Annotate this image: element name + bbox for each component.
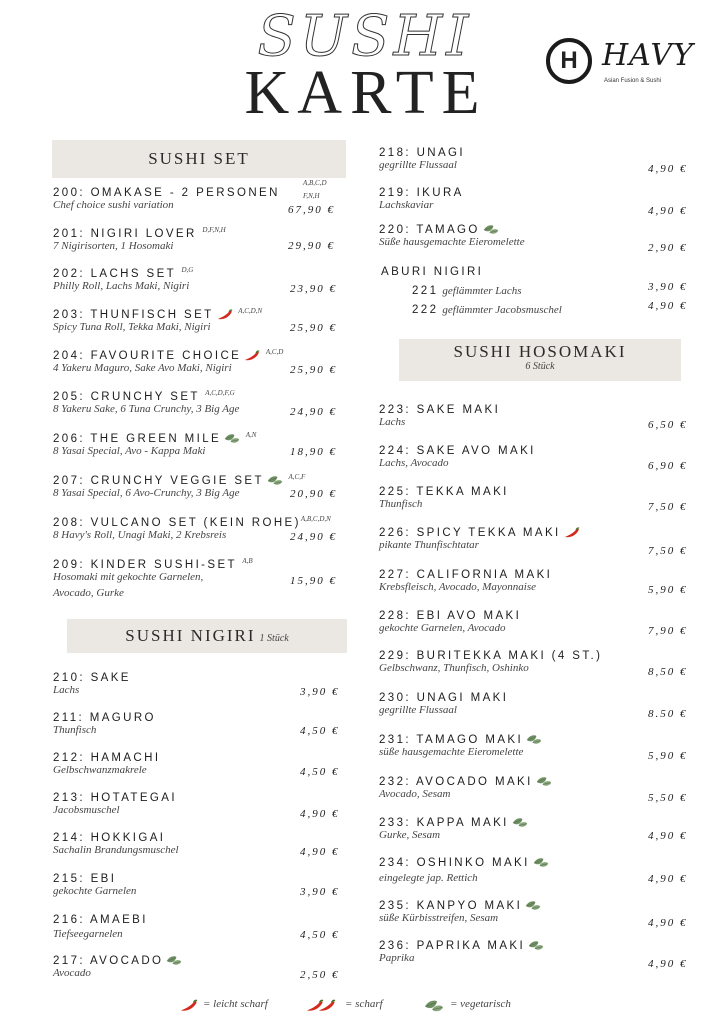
item-desc: Lachs, Avocado: [379, 457, 449, 469]
item-desc: 7 Nigirisorten, 1 Hosomaki: [53, 239, 174, 252]
menu-item-211: [53, 712, 156, 736]
restaurant-logo: [546, 38, 696, 90]
item-allergen: F,N,H: [303, 192, 320, 200]
item-desc: Avocado: [53, 967, 91, 980]
item-price: 7,50 €: [648, 501, 688, 513]
item-allergen: A,N: [245, 431, 257, 439]
item-desc: 4 Yakeru Maguro, Sake Avo Maki, Nigiri: [53, 361, 232, 374]
item-price: 5,50 €: [648, 792, 688, 804]
legend-hot: = scharf: [345, 998, 383, 1010]
logo-tagline: Asian Fusion & Sushi: [604, 78, 662, 84]
item-desc: gegrillte Flussaal: [379, 704, 457, 716]
item-desc: Süße hausgemachte Eieromelette: [379, 236, 525, 249]
item-name: 226: SPICY TEKKA MAKI: [379, 527, 561, 540]
item-price: 3,90 €: [300, 886, 340, 898]
item-desc: Avocado, Sesam: [379, 788, 451, 801]
item-desc: Paprika: [379, 952, 415, 965]
leaf-icon: [424, 999, 444, 1014]
menu-item-201: [53, 226, 226, 252]
item-name: 218: UNAGI: [379, 147, 465, 159]
item-name: 229: BURITEKKA MAKI (4 ST.): [379, 650, 603, 662]
item-name: 236: PAPRIKA MAKI: [379, 940, 526, 953]
menu-item-202: [53, 266, 193, 292]
item-name: 232: AVOCADO MAKI: [379, 776, 533, 789]
section-title-sushi-set: SUSHI SET: [148, 149, 250, 168]
leaf-icon: [528, 940, 544, 952]
menu-item-230: [379, 692, 508, 716]
chili-icon: [217, 309, 233, 321]
item-price: 4,50 €: [300, 725, 340, 737]
menu-item-216: [53, 914, 148, 940]
menu-item-226: [379, 527, 580, 551]
chili-icon: [564, 527, 580, 539]
item-name: 213: HOTATEGAI: [53, 792, 177, 804]
item-price: 7,90 €: [648, 625, 688, 637]
menu-item-222: [412, 300, 562, 318]
item-desc: Philly Roll, Lachs Maki, Nigiri: [53, 279, 190, 292]
leaf-icon: [512, 817, 528, 829]
item-desc: Gurke, Sesam: [379, 829, 441, 842]
item-name: 214: HOKKIGAI: [53, 832, 166, 844]
chili-icon: [180, 999, 198, 1013]
menu-item-231: [379, 734, 542, 758]
item-name: 207: CRUNCHY VEGGIE SET: [53, 474, 264, 487]
header-script-title: SUSHI: [257, 4, 473, 69]
menu-item-212: [53, 752, 160, 776]
section-sub-sushi-hosomaki: 6 Stück: [525, 361, 555, 372]
menu-item-229: [379, 650, 602, 674]
item-name: 210: SAKE: [53, 672, 131, 684]
item-name: 203: THUNFISCH SET: [53, 308, 214, 321]
item-price: 25,90 €: [290, 364, 337, 376]
item-price: 67,90 €: [288, 204, 335, 216]
item-name: 205: CRUNCHY SET: [53, 390, 200, 403]
logo-badge: H: [546, 38, 592, 84]
item-name: 202: LACHS SET: [53, 267, 176, 280]
item-name: 233: KAPPA MAKI: [379, 817, 509, 830]
item-price: 4,90 €: [648, 163, 688, 175]
item-desc: gekochte Garnelen: [53, 885, 137, 897]
item-desc: Lachskaviar: [379, 199, 434, 211]
item-allergen: A,C,D: [265, 348, 284, 356]
menu-item-235: [379, 900, 541, 924]
item-desc: süße Kürbisstreifen, Sesam: [379, 912, 499, 925]
item-price: 5,90 €: [648, 584, 688, 596]
item-desc: pikante Thunfischtatar: [379, 539, 479, 552]
item-name: 231: TAMAGO MAKI: [379, 734, 524, 747]
item-desc: eingelegte jap. Rettich: [379, 872, 478, 885]
item-desc: Sachalin Brandungsmuschel: [53, 844, 179, 856]
item-desc: Hosomaki mit gekochte Garnelen,: [53, 570, 204, 583]
menu-item-220: [379, 224, 525, 248]
item-name: 201: NIGIRI LOVER: [53, 227, 197, 240]
item-price: 2,90 €: [648, 242, 688, 254]
item-desc: Spicy Tuna Roll, Tekka Maki, Nigiri: [53, 320, 211, 333]
menu-item-221: [412, 281, 522, 299]
item-name: 209: KINDER SUSHI-SET: [53, 558, 237, 571]
item-price: 18,90 €: [290, 446, 337, 458]
item-name: 235: KANPYO MAKI: [379, 900, 523, 913]
item-desc: Gelbschwanzmakrele: [53, 764, 147, 776]
leaf-icon: [224, 433, 240, 445]
section-banner-sushi-set: [52, 140, 346, 178]
item-desc: Lachs: [53, 684, 80, 696]
item-desc: 8 Yasai Special, Avo - Kappa Maki: [53, 444, 206, 457]
item-desc: Thunfisch: [53, 724, 97, 736]
item-desc: geflämmter Jacobsmuschel: [442, 304, 562, 316]
item-price: 20,90 €: [290, 488, 337, 500]
item-price: 4,90 €: [648, 300, 688, 312]
item-desc: gegrillte Flussaal: [379, 159, 457, 171]
menu-item-203: [53, 307, 262, 333]
item-price: 15,90 €: [290, 575, 337, 587]
section-banner-sushi-hosomaki: [399, 339, 681, 381]
item-name: 211: MAGURO: [53, 712, 156, 724]
item-desc: 8 Yasai Special, 6 Avo-Crunchy, 3 Big Age: [53, 486, 240, 499]
item-desc: Chef choice sushi variation: [53, 199, 174, 211]
menu-item-234: [379, 857, 549, 884]
item-number: 221: [412, 285, 439, 297]
menu-item-217: [53, 955, 182, 979]
section-title-sushi-hosomaki: SUSHI HOSOMAKI: [453, 342, 627, 361]
logo-word: HAVY: [602, 38, 694, 73]
legend-veg: = vegetarisch: [450, 998, 511, 1010]
item-price: 8,50 €: [648, 666, 688, 678]
menu-item-209: [53, 557, 253, 599]
item-number: 222: [412, 304, 439, 316]
item-name: 223: SAKE MAKI: [379, 404, 501, 416]
item-price: 4,90 €: [300, 846, 340, 858]
item-desc: Krebsfleisch, Avocado, Mayonnaise: [379, 581, 537, 593]
item-name: 216: AMAEBI: [53, 914, 148, 926]
chili-icon: [318, 999, 336, 1013]
menu-item-233: [379, 817, 528, 841]
item-name: 212: HAMACHI: [53, 752, 161, 764]
item-desc: Tiefseegarnelen: [53, 928, 123, 940]
menu-item-215: [53, 873, 136, 897]
item-desc: gekochte Garnelen, Avocado: [379, 622, 506, 634]
menu-item-204: [53, 348, 283, 374]
leaf-icon: [533, 857, 549, 869]
item-price: 23,90 €: [290, 283, 337, 295]
leaf-icon: [483, 224, 499, 236]
item-allergen: A,C,D,N: [238, 307, 263, 315]
item-price: 8.50 €: [648, 708, 688, 720]
item-name: 206: THE GREEN MILE: [53, 432, 222, 445]
item-name: 227: CALIFORNIA MAKI: [379, 569, 553, 581]
item-price: 4,50 €: [300, 766, 340, 778]
item-name: 220: TAMAGO: [379, 224, 480, 237]
menu-item-214: [53, 832, 179, 856]
item-desc: Thunfisch: [379, 498, 423, 510]
item-desc: süße hausgemachte Eieromelette: [379, 746, 524, 759]
item-price: 4,50 €: [300, 929, 340, 941]
item-price: 3,90 €: [300, 686, 340, 698]
item-desc-2: Avocado, Gurke: [53, 586, 124, 599]
item-allergen: A,C,F: [288, 473, 306, 481]
item-price: 25,90 €: [290, 322, 337, 334]
item-price: 24,90 €: [290, 406, 337, 418]
menu-item-205: [53, 389, 239, 415]
item-price: 3,90 €: [648, 281, 688, 293]
menu-item-227: [379, 569, 552, 593]
leaf-icon: [166, 955, 182, 967]
item-name: 228: EBI AVO MAKI: [379, 610, 522, 622]
item-desc: Jacobsmuschel: [53, 804, 120, 816]
item-price: 7,50 €: [648, 545, 688, 557]
menu-item-210: [53, 672, 131, 696]
section-title-sushi-nigiri: SUSHI NIGIRI: [125, 626, 256, 645]
item-allergen: A,B,C,D: [303, 179, 327, 187]
item-desc: Lachs: [379, 416, 406, 428]
menu-item-200: [53, 187, 280, 211]
leaf-icon: [525, 900, 541, 912]
item-price: 4,90 €: [648, 873, 688, 885]
menu-item-213: [53, 792, 177, 816]
item-allergen: A,B: [242, 557, 253, 565]
menu-item-224: [379, 445, 536, 469]
item-price: 6,50 €: [648, 419, 688, 431]
item-name: 234: OSHINKO MAKI: [379, 857, 530, 870]
menu-item-236: [379, 940, 544, 964]
item-price: 5,90 €: [648, 750, 688, 762]
item-price: 4,90 €: [648, 917, 688, 929]
item-allergen: A,B,C,D,N: [300, 515, 331, 523]
menu-item-219: [379, 187, 464, 211]
legend-mild: = leicht scharf: [203, 998, 268, 1010]
item-name: 230: UNAGI MAKI: [379, 692, 509, 704]
item-desc: geflämmter Lachs: [442, 285, 522, 297]
item-price: 29,90 €: [288, 240, 335, 252]
menu-item-206: [53, 431, 256, 457]
section-banner-sushi-nigiri: [67, 619, 347, 653]
item-allergen: D,G: [181, 266, 194, 274]
menu-item-223: [379, 404, 500, 428]
chili-icon: [244, 350, 260, 362]
item-desc: 8 Yakeru Sake, 6 Tuna Crunchy, 3 Big Age: [53, 402, 240, 415]
section-title-aburi-nigiri: ABURI NIGIRI: [381, 266, 484, 278]
item-name: 204: FAVOURITE CHOICE: [53, 349, 242, 362]
item-name: 217: AVOCADO: [53, 955, 164, 968]
section-sub-sushi-nigiri: 1 Stück: [259, 633, 289, 644]
item-name: 208: VULCANO SET (KEIN ROHE): [53, 516, 301, 529]
menu-item-225: [379, 486, 509, 510]
menu-item-228: [379, 610, 521, 634]
item-name: 224: SAKE AVO MAKI: [379, 445, 536, 457]
item-price: 24,90 €: [290, 531, 337, 543]
item-price: 6,90 €: [648, 460, 688, 472]
leaf-icon: [526, 734, 542, 746]
item-price: 4,90 €: [300, 808, 340, 820]
item-price: 4,90 €: [648, 830, 688, 842]
item-price: 4,90 €: [648, 205, 688, 217]
item-desc: Gelbschwanz, Thunfisch, Oshinko: [379, 662, 529, 674]
item-allergen: A,C,D,F,G: [205, 389, 235, 397]
menu-item-218: [379, 147, 465, 171]
item-desc: 8 Havy's Roll, Unagi Maki, 2 Krebsreis: [53, 528, 227, 541]
item-price: 4,90 €: [648, 958, 688, 970]
menu-item-207: [53, 473, 305, 499]
item-name: 200: OMAKASE - 2 PERSONEN: [53, 187, 280, 199]
item-name: 225: TEKKA MAKI: [379, 486, 509, 498]
item-name: 215: EBI: [53, 873, 117, 885]
menu-item-232: [379, 776, 552, 800]
item-allergen: D,F,N,H: [202, 226, 226, 234]
leaf-icon: [267, 475, 283, 487]
leaf-icon: [536, 776, 552, 788]
item-price: 2,50 €: [300, 969, 340, 981]
item-name: 219: IKURA: [379, 187, 464, 199]
header-title: KARTE: [244, 59, 488, 127]
